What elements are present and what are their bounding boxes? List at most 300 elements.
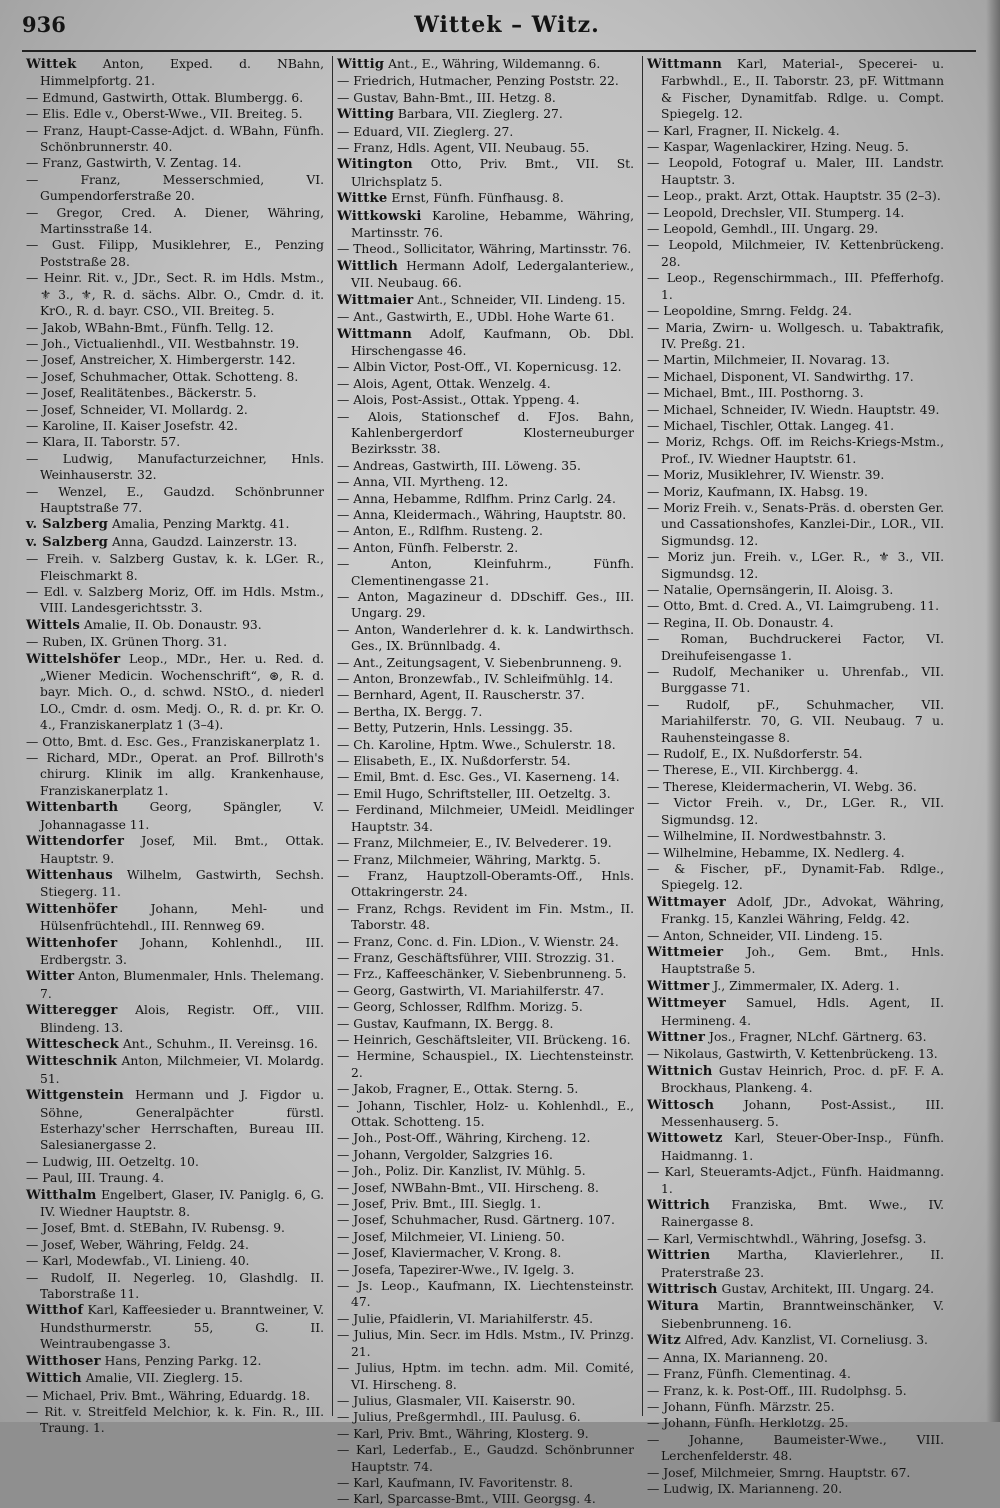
ditto-dash: — [26,635,43,650]
directory-entry [337,1475,634,1491]
entry-text: Joh., Victualienhdl., VII. Westbahnstr. 19. [42,336,300,351]
entry-text: Moriz, Musiklehrer, IV. Wienstr. 39. [663,468,885,483]
directory-entry [337,671,634,687]
directory-entry [647,1097,944,1131]
ditto-dash: — [337,310,354,325]
ditto-dash: — [647,599,664,614]
directory-entry [337,704,634,720]
directory-entry [26,172,324,205]
directory-entry [26,336,324,352]
ditto-dash: — [647,140,664,155]
entry-text: Andreas, Gastwirth, III. Löweng. 35. [353,458,581,473]
entry-text: Joh., Poliz. Dir. Kanzlist, IV. Mühlg. 5. [353,1164,586,1179]
directory-entry [647,418,944,434]
page-header [22,12,992,48]
ditto-dash: — [26,552,47,567]
directory-entry [337,1426,634,1442]
directory-entry [337,326,634,360]
entry-text: J., Zimmermaler, IX. Aderg. 1. [713,978,900,993]
entry-text: Leop., prakt. Arzt, Ottak. Hauptstr. 35 (2–3). [663,189,941,204]
directory-entry [26,1237,324,1253]
ditto-dash: — [337,376,354,391]
entry-text: Johann, Post-Assist., III. Messenhauserg. 5. [661,1097,944,1129]
entry-text: Anton, Kleinfuhrm., Fünfh. Clementinengasse 21. [351,557,634,588]
entry-text: Franz, Hdls. Agent, VII. Neubaug. 55. [353,141,590,156]
entry-text: Josefa, Tapezirer-Wwe., IV. Igelg. 3. [353,1262,575,1277]
entry-text: Amalie, VII. Zieglerg. 15. [85,1371,243,1386]
ditto-dash: — [647,123,664,138]
directory-entry [26,1353,324,1370]
directory-entry [337,156,634,190]
entry-text: Therese, Kleidermacherin, VI. Webg. 36. [663,779,917,794]
directory-entry [26,833,324,867]
entry-surname: Wittmer [647,978,710,994]
entry-text: Otto, Priv. Bmt., VII. St. Ulrichsplatz 5. [351,157,634,189]
directory-entry [647,352,944,368]
entry-text: Franz, Geschäftsführer, VIII. Strozzig. 31. [353,950,615,965]
entry-surname: Wittenhaus [26,867,113,883]
ditto-dash: — [26,1221,43,1236]
directory-entry [647,1046,944,1062]
directory-entry [647,944,944,978]
directory-entry [647,1432,944,1465]
ditto-dash: — [337,1016,354,1031]
ditto-dash: — [337,1213,354,1228]
entry-surname: Witthoser [26,1353,101,1369]
ditto-dash: — [647,484,664,499]
directory-entry [647,56,944,123]
entry-text: Josef, NWBahn-Bmt., VII. Hirscheng. 8. [353,1180,599,1195]
entry-text: Hermine, Schauspiel., IX. Liechtensteinstr. 2. [351,1049,634,1080]
entry-surname: Wittmann [647,57,723,72]
ditto-dash: — [337,655,354,670]
entry-text: Heinrich, Geschäftsleiter, VII. Brückeng. 16. [353,1032,631,1047]
entry-text: Klara, II. Taborstr. 57. [42,435,181,450]
directory-entry [647,303,944,319]
entry-text: Nikolaus, Gastwirth, V. Kettenbrückeng. 13. [663,1047,938,1062]
column-3 [642,56,952,1496]
ditto-dash: — [337,1147,354,1162]
entry-text: Martin, Milchmeier, II. Novarag. 13. [663,353,890,368]
entry-text: Barbara, VII. Zieglerg. 27. [397,107,563,122]
ditto-dash: — [337,950,354,965]
entry-surname: Wittosch [647,1097,715,1113]
entry-surname: Wittich [26,1371,82,1387]
directory-entry [26,484,324,517]
ditto-dash: — [647,386,664,401]
entry-text: Julie, Pfaidlerin, VI. Mariahilferstr. 45. [353,1311,594,1326]
ditto-dash: — [337,852,354,867]
directory-entry [26,1388,324,1404]
ditto-dash: — [337,688,354,703]
directory-entry [337,1245,634,1261]
entry-text: Bertha, IX. Bergg. 7. [353,704,483,719]
ditto-dash: — [26,205,57,220]
entry-text: Franz, Fünfh. Clementinag. 4. [663,1367,851,1382]
entry-text: Michael, Bmt., III. Posthorng. 3. [663,386,864,401]
directory-entry [26,734,324,750]
directory-entry [337,687,634,703]
directory-entry [647,1399,944,1415]
directory-entry [337,1360,634,1393]
entry-text: Wilhelmine, Hebamme, IX. Nedlerg. 4. [663,845,905,860]
entry-text: Karoline, II. Kaiser Josefstr. 42. [42,418,238,433]
entry-text: Anton, Wanderlehrer d. k. k. Landwirthsch. Ges., IX. Brünnlbadg. 4. [351,622,634,654]
directory-entry [337,769,634,785]
directory-entry [647,1029,944,1046]
directory-entry [26,968,324,1002]
entry-text: Franz, Rchgs. Revident im Fin. Mstm., II. Taborstr. 48. [351,901,634,933]
directory-entry [26,123,324,156]
entry-text: Leopoldine, Smrng. Feldg. 24. [663,304,852,319]
entry-surname: Wittgenstein [26,1088,124,1104]
directory-entry [647,828,944,844]
entry-text: Engelbert, Glaser, IV. Paniglg. 6, G. IV. Wiedner Hauptstr. 8. [40,1187,324,1220]
ditto-dash: — [647,1416,664,1431]
ditto-dash: — [337,540,354,555]
directory-entry [647,746,944,762]
ditto-dash: — [647,271,667,286]
entry-text: Gregor, Cred. A. Diener, Währing, Martinsstraße 14. [40,205,324,237]
entry-text: Karl, Priv. Bmt., Währing, Klosterg. 9. [353,1426,589,1441]
ditto-dash: — [647,796,674,811]
directory-entry [647,500,944,549]
entry-text: Michael, Disponent, VI. Sandwirthg. 17. [663,369,914,384]
directory-entry [647,1281,944,1298]
directory-entry [337,73,634,89]
directory-entry [337,474,634,490]
directory-entry [337,458,634,474]
entry-text: Alois, Agent, Ottak. Wenzelg. 4. [353,376,551,391]
ditto-dash: — [647,697,687,712]
entry-surname: Wittenhofer [26,935,118,951]
entry-surname: Witz [647,1333,681,1349]
directory-entry [337,507,634,523]
ditto-dash: — [337,721,354,736]
entry-surname: v. Salzberg [26,517,109,533]
entry-text: Moriz, Kaufmann, IX. Habsg. 19. [663,484,868,499]
directory-entry [647,762,944,778]
ditto-dash: — [337,524,354,539]
directory-entry [647,1332,944,1349]
ditto-dash: — [337,901,357,916]
entry-text: Moriz, Rchgs. Off. im Reichs-Kriegs-Mstm., Prof., IV. Wiedner Hauptstr. 61. [661,435,944,466]
entry-text: Richard, MDr., Operat. an Prof. Billroth's chirurg. Klinik im allg. Krankenhause, Franziskanerplatz 1. [40,751,324,798]
ditto-dash: — [337,967,354,982]
ditto-dash: — [337,1328,354,1343]
entry-text: Emil Hugo, Schriftsteller, III. Oetzeltg. 3. [353,786,611,801]
entry-surname: Wittrich [647,1198,710,1214]
entry-text: Natalie, Opernsängerin, II. Aloisg. 3. [663,583,894,597]
directory-entry [647,205,944,221]
ditto-dash: — [26,172,81,187]
entry-text: Julius, Glasmaler, VII. Kaiserstr. 90. [353,1393,576,1408]
directory-entry [26,1170,324,1186]
directory-entry [26,352,324,368]
directory-entry [647,978,944,995]
directory-entry [26,1270,324,1303]
ditto-dash: — [337,1361,357,1376]
entry-text: Adolf, JDr., Advokat, Währing, Frankg. 15, Kanzlei Währing, Feldg. 42. [661,894,944,927]
ditto-dash: — [647,615,664,630]
entry-text: Franz, Conc. d. Fin. LDion., V. Wienstr. 24. [353,934,619,949]
entry-text: Edl. v. Salzberg Moriz, Off. im Hdls. Mstm., VIII. Landesgerichtsstr. 3. [40,585,324,616]
entry-text: Josef, Weber, Währing, Feldg. 24. [42,1237,249,1252]
ditto-dash: — [647,1047,664,1062]
ditto-dash: — [26,107,43,122]
directory-entry [26,1302,324,1352]
entry-text: Alois, Registr. Off., VIII. Blindeng. 13. [40,1003,324,1035]
ditto-dash: — [647,861,675,876]
ditto-dash: — [26,1237,43,1252]
ditto-dash: — [337,1180,354,1195]
directory-entry [26,106,324,122]
ditto-dash: — [337,393,354,408]
entry-text: Josef, Mil. Bmt., Ottak. Hauptstr. 9. [40,834,324,866]
entry-text: Betty, Putzerin, Hnls. Lessingg. 35. [353,721,573,736]
ditto-dash: — [337,1475,354,1490]
ditto-dash: — [647,304,664,319]
entry-text: Joh., Post-Off., Währing, Kircheng. 12. [353,1131,591,1146]
directory-entry [26,799,324,833]
directory-entry [26,320,324,336]
columns [22,56,992,1507]
ditto-dash: — [647,665,673,680]
entry-text: Alfred, Adv. Kanzlist, VI. Corneliusg. 3. [684,1333,928,1348]
directory-entry [647,434,944,467]
directory-entry [337,1262,634,1278]
entry-text: Julius, Min. Secr. im Hdls. Mstm., IV. Prinzg. 21. [351,1328,634,1359]
entry-text: Johann, Kohlenhdl., III. Erdbergstr. 3. [40,935,324,967]
entry-text: Franz, Hauptzoll-Oberamts-Off., Hnls. Ottakringerstr. 24. [351,868,634,900]
directory-entry [647,894,944,928]
directory-entry [26,434,324,450]
entry-text: Rit. v. Streitfeld Melchior, k. k. Fin. R., III. Traung. 1. [40,1404,324,1436]
entry-text: Bernhard, Agent, II. Rauscherstr. 37. [353,688,585,703]
ditto-dash: — [337,90,354,105]
ditto-dash: — [647,1399,664,1414]
entry-text: Anton, Exped. d. NBahn, Himmelpfortg. 21. [40,57,324,89]
entry-text: Rudolf, pF., Schuhmacher, VII. Mariahilferstr. 70, G. VII. Neubaug. 7 u. Rauhensteingasse 8. [661,697,944,745]
ditto-dash: — [647,550,668,565]
directory-entry [337,1130,634,1146]
entry-text: Franz, Milchmeier, Währing, Marktg. 5. [353,852,601,867]
entry-text: Johanne, Baumeister-Wwe., VIII. Lerchenfelderstr. 48. [661,1432,944,1464]
entry-text: Leop., Regenschirmmach., III. Pfefferhofg. 1. [661,271,944,302]
entry-text: Frz., Kaffeeschänker, V. Siebenbrunneng. 5. [353,967,627,982]
directory-entry [337,835,634,851]
directory-entry [337,868,634,901]
directory-entry [337,966,634,982]
entry-text: Ch. Karoline, Hptm. Wwe., Schulerstr. 18. [353,737,616,752]
entry-surname: Wittner [647,1029,706,1045]
directory-entry [337,359,634,375]
entry-text: Josef, Anstreicher, X. Himbergerstr. 142. [42,353,296,368]
ditto-dash: — [647,238,669,253]
directory-entry [337,1081,634,1097]
directory-entry [26,155,324,171]
ditto-dash: — [26,90,43,105]
directory-entry [337,1278,634,1311]
ditto-dash: — [337,124,354,139]
ditto-dash: — [337,622,355,637]
directory-entry [647,123,944,139]
entry-surname: Wittrisch [647,1282,718,1298]
entry-text: Anton, Blumenmaler, Hnls. Thelemang. 7. [40,969,324,1001]
directory-entry [337,753,634,769]
column-1 [22,56,332,1436]
ditto-dash: — [337,1032,354,1047]
entry-text: Anton, Fünfh. Felberstr. 2. [353,540,519,555]
directory-entry [26,90,324,106]
entry-text: Julius, Hptm. im techn. adm. Mil. Comité, VI. Hirscheng. 8. [351,1361,634,1392]
ditto-dash: — [337,74,354,89]
directory-entry [337,540,634,556]
ditto-dash: — [647,1481,664,1496]
directory-entry [337,292,634,309]
ditto-dash: — [647,435,666,450]
entry-text: Karl, Steuer-Ober-Insp., Fünfh. Haidmanng. 1. [661,1131,944,1163]
ditto-dash: — [647,468,664,483]
ditto-dash: — [337,1426,354,1441]
entry-text: Js. Leop., Kaufmann, IX. Liechtensteinstr. 47. [351,1279,634,1310]
directory-entry [647,615,944,631]
directory-entry [647,385,944,401]
entry-text: Edmund, Gastwirth, Ottak. Blumbergg. 6. [42,90,304,105]
entry-surname: Wittendorfer [26,834,125,850]
entry-text: Freih. v. Salzberg Gustav, k. k. LGer. R., Fleischmarkt 8. [40,552,324,583]
directory-entry [647,1130,944,1164]
entry-text: Martha, Klavierlehrer., II. Praterstraße 23. [661,1248,944,1280]
directory-entry [647,402,944,418]
entry-text: Anna, VII. Myrtheng. 12. [353,475,509,490]
ditto-dash: — [26,1171,43,1186]
entry-text: Ruben, IX. Grünen Thorg. 31. [42,635,228,650]
entry-text: Franz, Messerschmied, VI. Gumpendorferstraße 20. [40,172,324,204]
entry-text: Ant., Zeitungsagent, V. Siebenbrunneng. 9. [353,655,622,670]
ditto-dash: — [26,1270,51,1285]
ditto-dash: — [647,1367,664,1382]
directory-entry [647,928,944,944]
entry-text: Anton, E., Rdlfhm. Rusteng. 2. [353,524,543,539]
ditto-dash: — [337,475,354,490]
directory-entry [337,983,634,999]
ditto-dash: — [26,156,43,171]
ditto-dash: — [647,928,664,943]
entry-text: Josef, Realitätenbes., Bäckerstr. 5. [42,386,257,401]
ditto-dash: — [647,369,664,384]
directory-entry [337,1409,634,1425]
entry-surname: Wittescheck [26,1036,119,1052]
directory-entry [337,1180,634,1196]
ditto-dash: — [26,451,63,466]
directory-entry [647,1481,944,1497]
entry-text: Anna, Gaudzd. Lainzerstr. 13. [112,534,298,549]
entry-surname: Witting [337,107,394,123]
entry-surname: Wittelshöfer [26,651,121,667]
entry-text: Moriz Freih. v., Senats-Präs. d. obersten Ger. und Cassationshofes, Kanzlei-Dir., LOR., VII. Sigmundsg. 12. [661,500,944,548]
ditto-dash: — [647,156,669,171]
ditto-dash: — [337,1410,354,1425]
directory-entry [26,418,324,434]
directory-entry [337,786,634,802]
entry-text: Kaspar, Wagenlackirer, Hzing. Neug. 5. [663,140,909,155]
ditto-dash: — [26,1154,43,1169]
entry-text: Josef, Milchmeier, VI. Linieng. 50. [353,1229,565,1244]
directory-entry [647,484,944,500]
directory-entry [647,598,944,614]
entry-text: Gustav, Kaufmann, IX. Bergg. 8. [353,1016,554,1031]
entry-surname: Wittenhöfer [26,901,118,917]
directory-entry [26,385,324,401]
directory-entry [647,155,944,188]
entry-text: Anna, IX. Marianneng. 20. [663,1350,828,1365]
directory-entry [26,617,324,634]
ditto-dash: — [337,1492,354,1507]
entry-text: Ludwig, IX. Marianneng. 20. [663,1481,843,1496]
directory-entry [26,534,324,551]
directory-entry [647,631,944,664]
directory-entry [647,1197,944,1231]
entry-text: Anton, Milchmeier, VI. Molardg. 51. [40,1054,324,1086]
entry-surname: Witthof [26,1303,84,1319]
directory-entry [337,190,634,207]
directory-entry [26,1370,324,1387]
directory-entry [337,999,634,1015]
ditto-dash: — [26,402,43,417]
entry-text: Karl, Steueramts-Adjct., Fünfh. Haidmanng. 1. [661,1165,944,1196]
entry-text: Ant., Schneider, VII. Lindeng. 15. [417,292,626,307]
directory-entry [337,258,634,292]
ditto-dash: — [647,402,664,417]
entry-text: Leopold, Gemhdl., III. Ungarg. 29. [663,222,879,237]
directory-entry [26,750,324,799]
entry-text: Gustav, Architekt, III. Ungarg. 24. [721,1282,935,1297]
directory-entry [647,1415,944,1431]
entry-surname: Wittmayer [647,894,727,910]
directory-entry [647,467,944,483]
ditto-dash: — [337,1197,354,1212]
ditto-dash: — [647,1465,664,1480]
entry-text: Michael, Schneider, IV. Wiedn. Hauptstr. 49. [663,402,940,417]
entry-text: Otto, Bmt. d. Esc. Ges., Franziskanerplatz 1. [42,734,321,749]
directory-entry [337,1048,634,1081]
entry-text: Franz, Haupt-Casse-Adjct. d. WBahn, Fünfh. Schönbrunnerstr. 40. [40,123,324,155]
directory-entry [337,1212,634,1228]
ditto-dash: — [337,803,356,818]
ditto-dash: — [647,632,681,647]
directory-entry [337,392,634,408]
entry-text: Paul, III. Traung. 4. [42,1171,165,1186]
directory-entry [647,320,944,353]
directory-entry [26,1220,324,1236]
entry-surname: Wittels [26,617,80,633]
entry-text: Johann, Tischler, Holz- u. Kohlenhdl., E., Ottak. Schotteng. 15. [351,1098,634,1129]
entry-text: Alois, Post-Assist., Ottak. Yppeng. 4. [353,393,580,408]
ditto-dash: — [337,1049,357,1064]
entry-surname: Wittmann [337,326,413,342]
entry-text: Julius, Preßgermhdl., III. Paulusg. 6. [353,1410,581,1425]
entry-text: Victor Freih. v., Dr., LGer. R., VII. Sigmundsg. 12. [661,796,944,827]
ditto-dash: — [647,747,664,762]
ditto-dash: — [647,500,664,515]
ditto-dash: — [647,1432,690,1447]
directory-entry [337,655,634,671]
entry-surname: Witington [337,157,413,173]
entry-text: Hermann Adolf, Ledergalanteriew., VII. Neubaug. 66. [351,258,634,291]
ditto-dash: — [26,751,47,766]
entry-text: Johann, Vergolder, Salzgries 16. [353,1147,553,1162]
